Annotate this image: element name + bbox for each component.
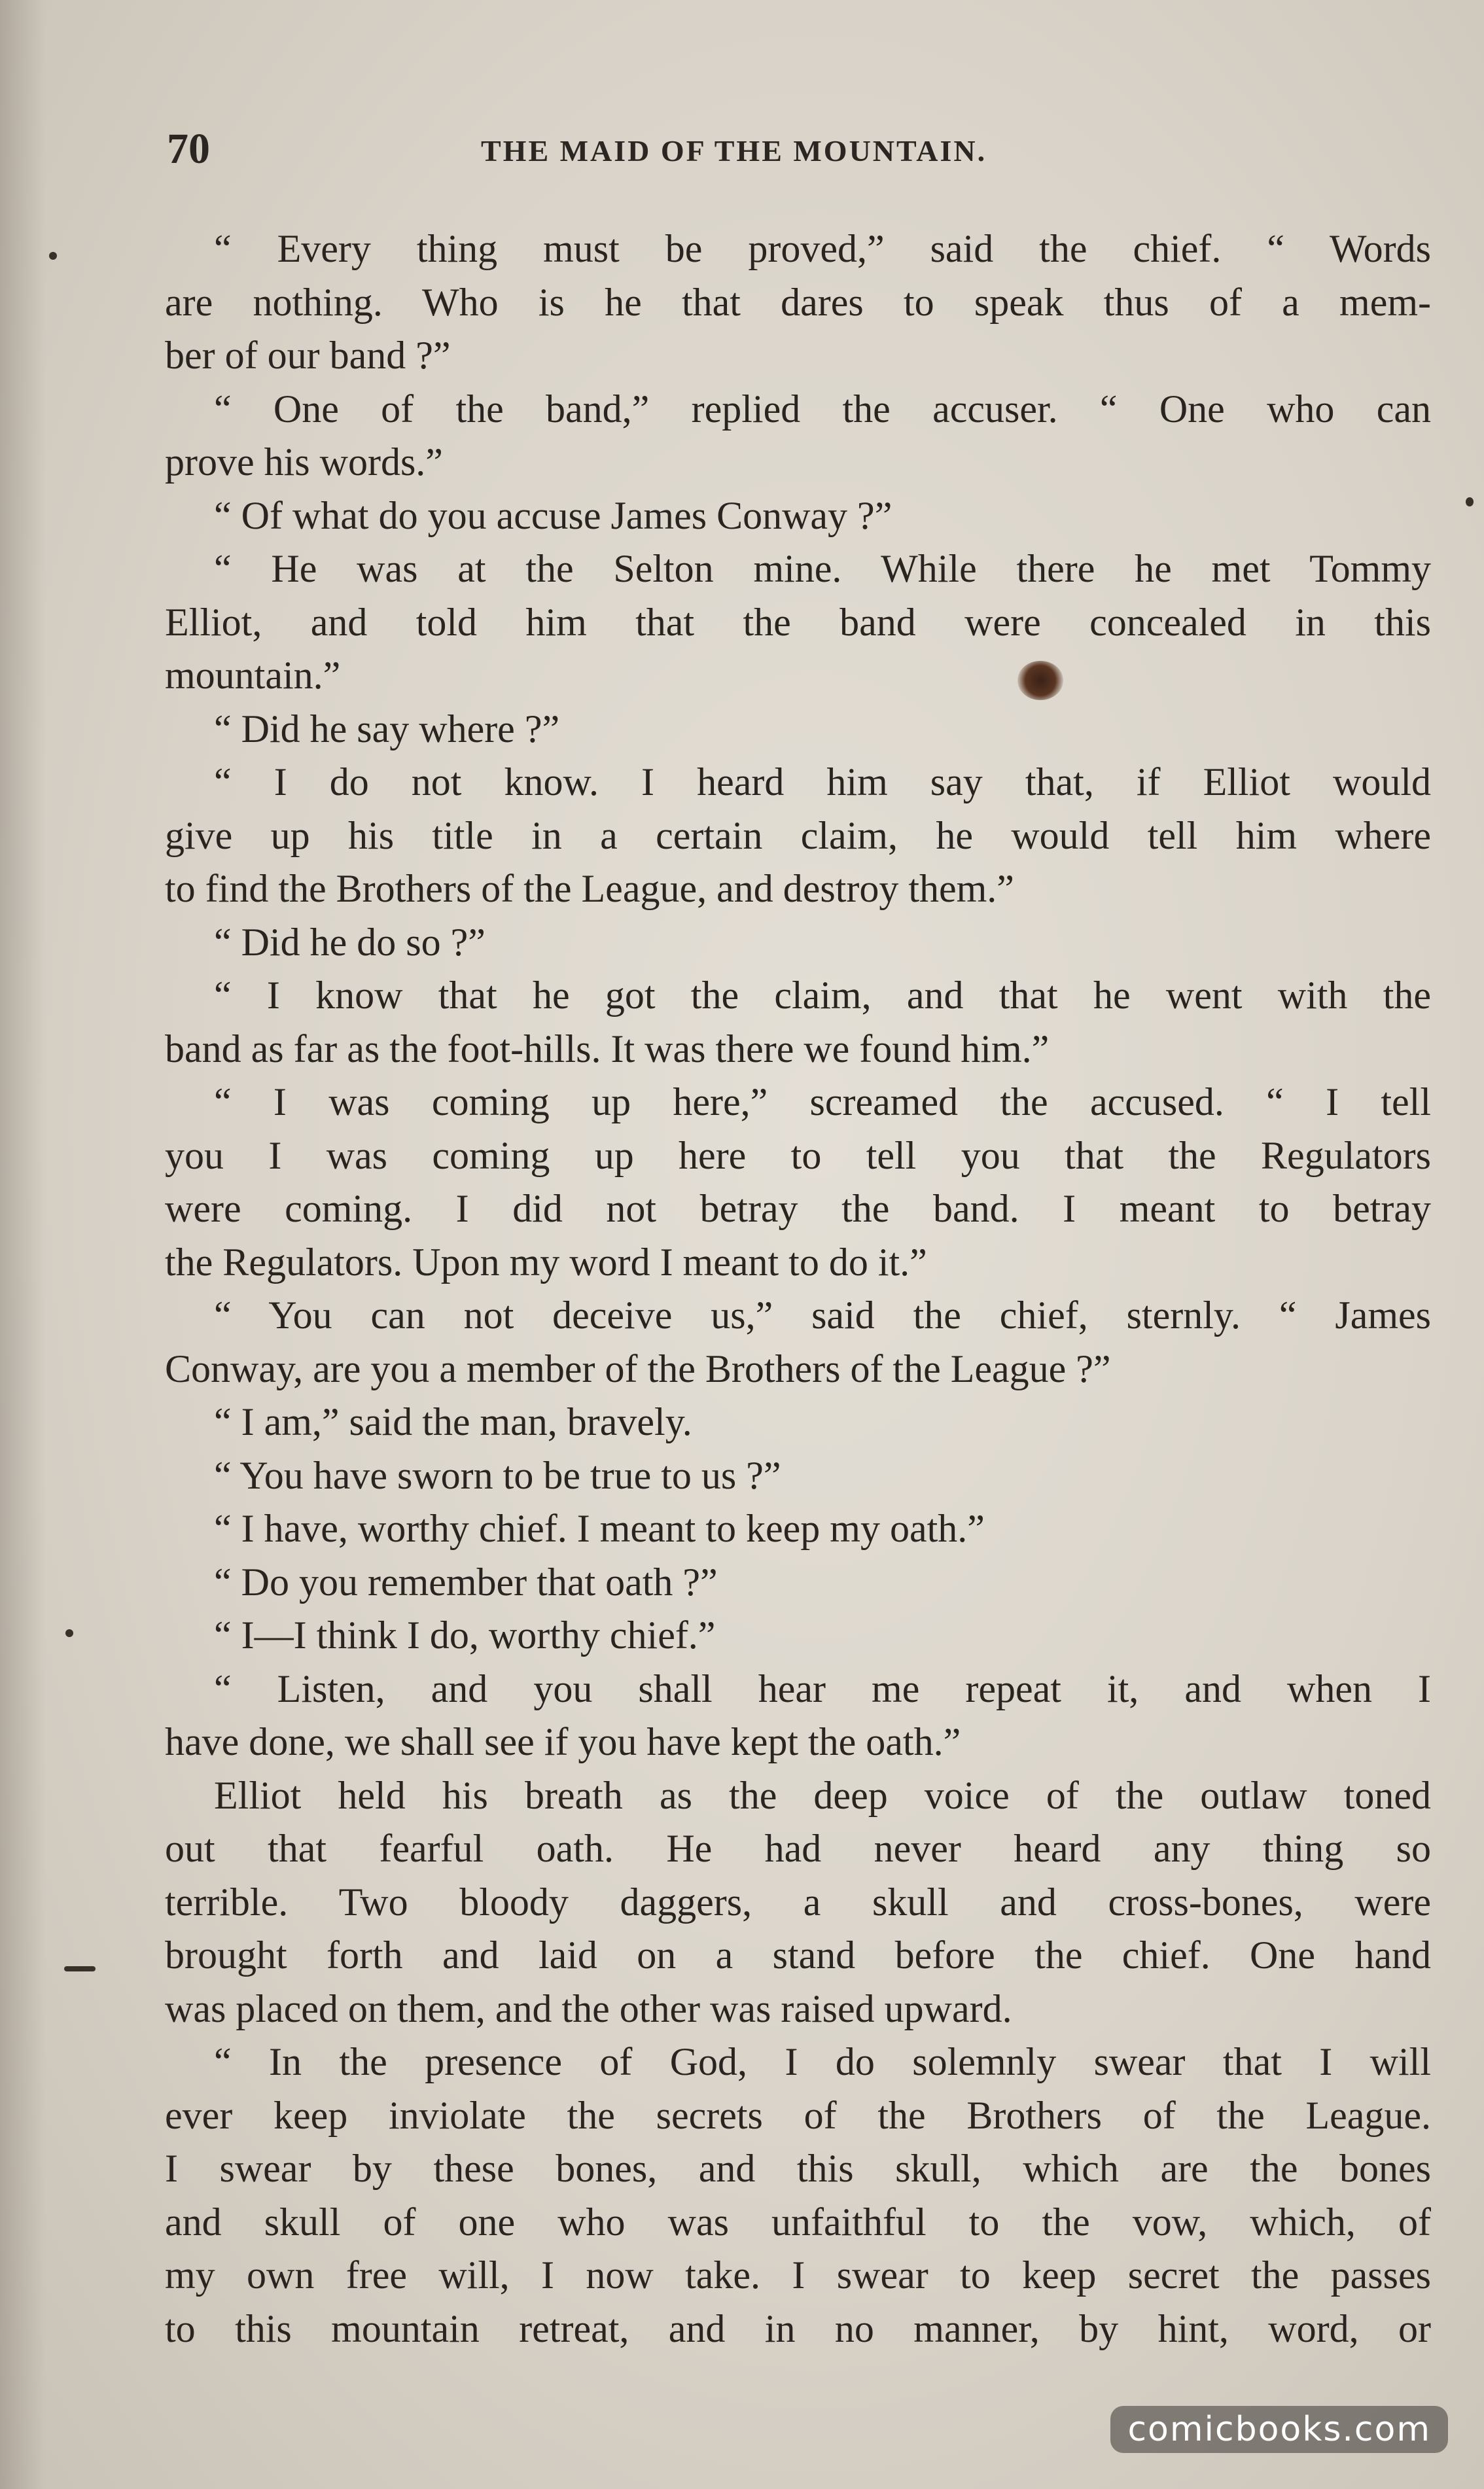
text-line: ber of our band ?” xyxy=(165,334,451,377)
text-line: “ I know that he got the claim, and that he went with the xyxy=(214,974,1431,1017)
text-line: “ I was coming up here,” screamed the accused. “ I tell xyxy=(214,1080,1431,1123)
text-line: mountain.” xyxy=(165,654,341,697)
text-line: you I was coming up here to tell you that the Regulators xyxy=(165,1133,1431,1177)
text-line: “ You have sworn to be true to us ?” xyxy=(214,1453,781,1497)
watermark: comicbooks.com xyxy=(1110,2406,1448,2453)
text-line: terrible. Two bloody daggers, a skull and cross-bones, were xyxy=(165,1880,1431,1924)
text-line: out that fearful oath. He had never heard any thing so xyxy=(165,1827,1431,1870)
text-line: to this mountain retreat, and in no manner, by hint, word, or xyxy=(165,2306,1431,2350)
text-line: “ I am,” said the man, bravely. xyxy=(214,1400,692,1443)
speck xyxy=(65,1629,73,1637)
text-line: “ One of the band,” replied the accuser. “ One who can xyxy=(214,387,1431,431)
text-line: was placed on them, and the other was raised upward. xyxy=(165,1986,1012,2030)
text-line: “ Of what do you accuse James Conway ?” xyxy=(214,493,892,537)
text-line: “ Did he do so ?” xyxy=(214,920,486,964)
text-line: the Regulators. Upon my word I meant to do it.” xyxy=(165,1240,927,1284)
running-title: THE MAID OF THE MOUNTAIN. xyxy=(481,134,987,168)
text-line: Elliot, and told him that the band were concealed in this xyxy=(165,600,1431,644)
ink-stain xyxy=(1017,661,1063,700)
text-line: give up his title in a certain claim, he would tell him where xyxy=(165,813,1431,857)
speck xyxy=(64,1966,96,1971)
text-line: my own free will, I now take. I swear to keep secret the passes xyxy=(165,2253,1431,2297)
text-line: I swear by these bones, and this skull, which are the bones xyxy=(165,2147,1431,2190)
body-text xyxy=(165,222,1431,2356)
text-line: “ Every thing must be proved,” said the chief. “ Words xyxy=(214,227,1431,270)
text-line: prove his words.” xyxy=(165,440,443,484)
text-line: “ He was at the Selton mine. While there he met Tommy xyxy=(214,547,1431,590)
text-line: “ I—I think I do, worthy chief.” xyxy=(214,1614,716,1657)
text-line: Conway, are you a member of the Brothers of the League ?” xyxy=(165,1347,1111,1390)
text-line: to find the Brothers of the League, and destroy them.” xyxy=(165,867,1014,910)
text-line: “ You can not deceive us,” said the chief, sternly. “ James xyxy=(214,1294,1431,1337)
page-number: 70 xyxy=(167,125,210,173)
text-line: have done, we shall see if you have kept the oath.” xyxy=(165,1720,961,1763)
text-line: band as far as the foot-hills. It was there we found him.” xyxy=(165,1027,1050,1070)
page-header xyxy=(167,124,1430,177)
text-line: were coming. I did not betray the band. I meant to betray xyxy=(165,1187,1431,1230)
text-line: “ I do not know. I heard him say that, if Elliot would xyxy=(214,760,1431,803)
text-line: Elliot held his breath as the deep voice of the outlaw toned xyxy=(214,1773,1431,1817)
speck xyxy=(1466,497,1474,506)
speck xyxy=(49,252,57,260)
text-line: “ Listen, and you shall hear me repeat it, and when I xyxy=(214,1667,1431,1710)
text-line: “ In the presence of God, I do solemnly swear that I will xyxy=(214,2040,1431,2083)
text-line: and skull of one who was unfaithful to the vow, which, of xyxy=(165,2200,1431,2244)
text-line: ever keep inviolate the secrets of the Brothers of the League. xyxy=(165,2093,1431,2137)
text-line: “ Did he say where ?” xyxy=(214,707,560,750)
spine-shadow xyxy=(0,0,46,2489)
text-line: brought forth and laid on a stand before the chief. One hand xyxy=(165,1933,1431,1977)
text-line: “ Do you remember that oath ?” xyxy=(214,1560,718,1604)
text-line: “ I have, worthy chief. I meant to keep my oath.” xyxy=(214,1507,985,1550)
text-line: are nothing. Who is he that dares to speak thus of a mem- xyxy=(165,280,1431,324)
